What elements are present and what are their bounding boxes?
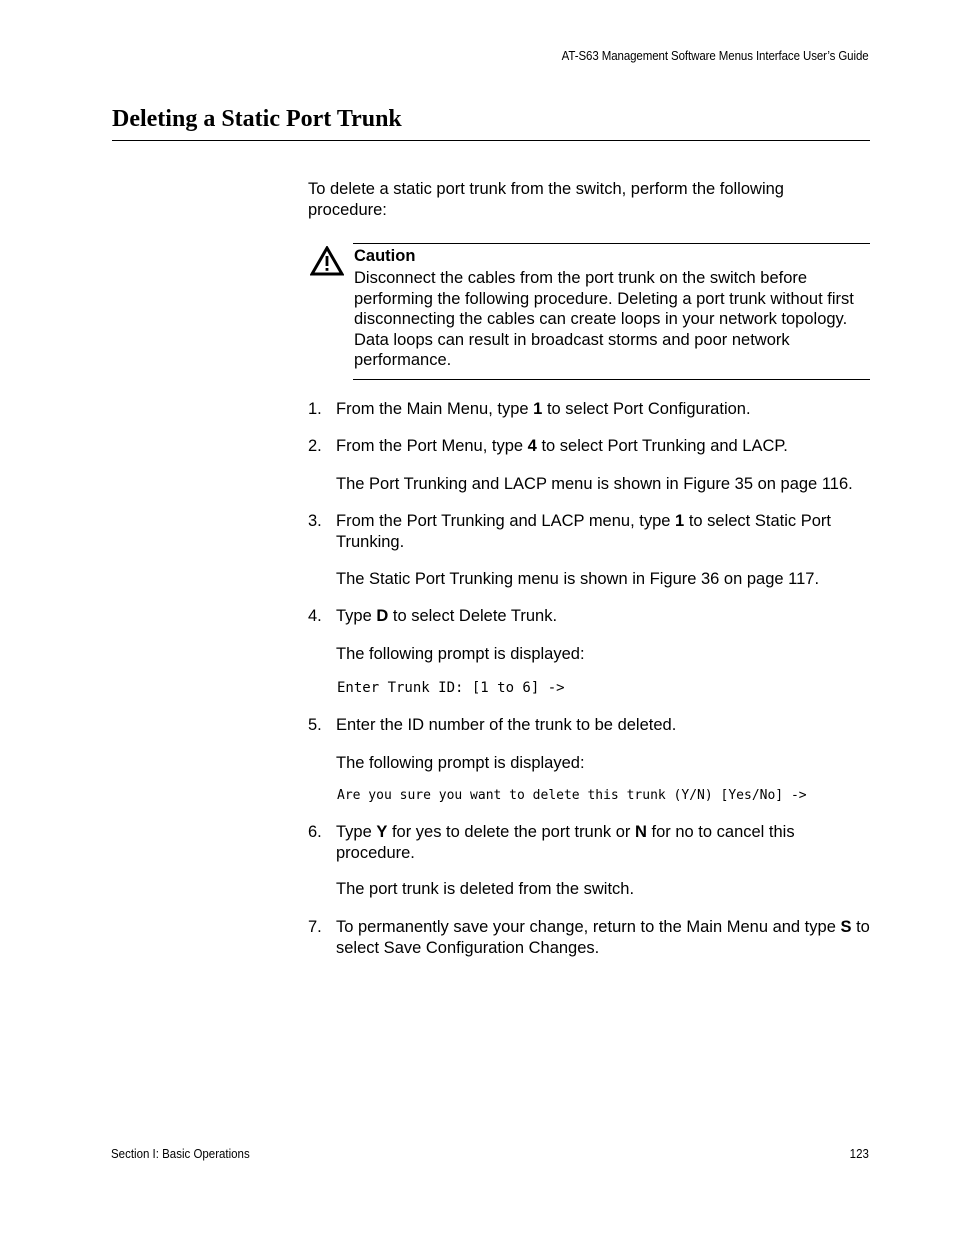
step-note: The following prompt is displayed: (336, 754, 585, 772)
step-number: 5. (308, 716, 322, 734)
step-number: 4. (308, 607, 322, 625)
caution-body: Disconnect the cables from the port trunk on the switch before performing the following procedure. Deleting a port trunk without first disconnecting the cables can create loops in your network topology. Data loops can result in broadcast storms and poor network performance. (354, 269, 854, 369)
caution-block (308, 243, 870, 380)
running-header: AT-S63 Management Software Menus Interface User’s Guide (562, 49, 869, 63)
step-text: Enter the ID number of the trunk to be deleted. (336, 716, 677, 734)
step-note: The port trunk is deleted from the switch. (336, 880, 635, 898)
step-text: To permanently save your change, return to the Main Menu and type S to select Save Configuration Changes. (336, 918, 870, 957)
title-rule (112, 140, 870, 141)
step-note: The Static Port Trunking menu is shown in Figure 36 on page 117. (336, 570, 820, 588)
code-prompt: Are you sure you want to delete this trunk (Y/N) [Yes/No] -> (337, 788, 807, 803)
section-title: Deleting a Static Port Trunk (112, 106, 402, 132)
step-text: Type Y for yes to delete the port trunk or N for no to cancel this procedure. (336, 823, 795, 862)
step-number: 2. (308, 437, 322, 455)
warning-triangle-icon (310, 246, 344, 276)
step-text: From the Port Menu, type 4 to select Port Trunking and LACP. (336, 437, 788, 455)
step-number: 7. (308, 918, 322, 936)
step-note: The following prompt is displayed: (336, 645, 585, 663)
intro-paragraph: To delete a static port trunk from the switch, perform the following procedure: (308, 180, 784, 219)
step-text: From the Port Trunking and LACP menu, type 1 to select Static Port Trunking. (336, 512, 831, 551)
step-number: 3. (308, 512, 322, 530)
code-prompt: Enter Trunk ID: [1 to 6] -> (337, 680, 565, 696)
step-number: 6. (308, 823, 322, 841)
caution-bottom-rule (353, 379, 870, 380)
step-text: From the Main Menu, type 1 to select Port Configuration. (336, 400, 751, 418)
footer-section: Section I: Basic Operations (111, 1147, 250, 1161)
page-number: 123 (849, 1147, 869, 1161)
caution-top-rule (353, 243, 870, 244)
step-text: Type D to select Delete Trunk. (336, 607, 558, 625)
step-note: The Port Trunking and LACP menu is shown in Figure 35 on page 116. (336, 475, 853, 493)
caution-heading: Caution (354, 247, 416, 265)
step-number: 1. (308, 400, 322, 418)
